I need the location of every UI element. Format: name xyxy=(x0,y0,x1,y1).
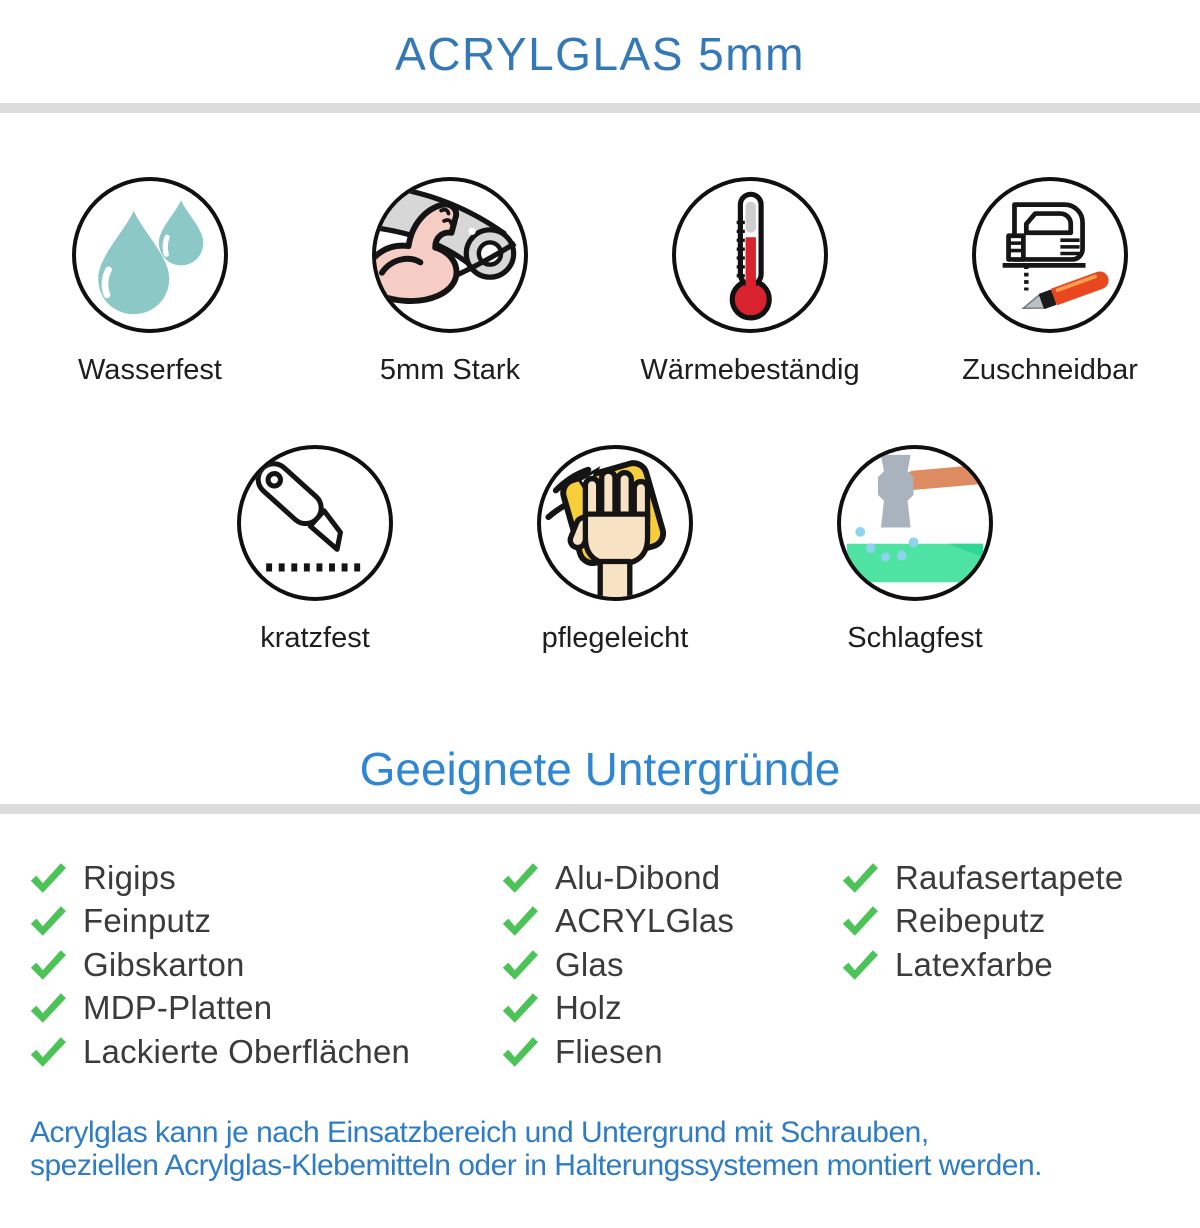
list-item xyxy=(28,899,500,943)
jigsaw-cutter-icon xyxy=(976,181,1124,329)
list-item-label: MDP-Platten xyxy=(83,989,273,1027)
feature-label: Schlagfest xyxy=(847,621,983,654)
list-item-label: Feinputz xyxy=(83,902,212,940)
feature-label: 5mm Stark xyxy=(379,353,521,386)
utility-knife-icon xyxy=(241,449,389,597)
check-icon xyxy=(500,992,540,1024)
check-icon xyxy=(500,949,540,981)
hammer-icon xyxy=(841,449,989,597)
feature-label: kratzfest xyxy=(260,621,370,654)
divider-top xyxy=(0,103,1200,113)
list-item xyxy=(28,987,500,1031)
check-icon xyxy=(28,1036,68,1068)
feature-label: pflegeleicht xyxy=(541,621,689,654)
list-item xyxy=(28,856,500,900)
list-item xyxy=(840,856,1123,900)
list-item-label: Gibskarton xyxy=(83,945,245,983)
feature-circle xyxy=(972,177,1128,333)
feature-row-2 xyxy=(0,445,1200,655)
list-item-label: Reibeputz xyxy=(895,902,1046,940)
feature-circle xyxy=(672,177,828,333)
list-item xyxy=(500,856,840,900)
list-item-label: Holz xyxy=(555,989,622,1027)
feature-circle xyxy=(537,445,693,601)
list-item-label: Alu-Dibond xyxy=(555,858,721,896)
check-icon xyxy=(840,949,880,981)
thermometer-icon xyxy=(676,181,824,329)
check-icon xyxy=(28,905,68,937)
feature-circle xyxy=(237,445,393,601)
list-item xyxy=(840,943,1123,987)
check-icon xyxy=(500,862,540,894)
surfaces-column-1 xyxy=(28,856,500,1074)
mounting-note-line-2: speziellen Acrylglas-Klebemitteln oder in Halterungssystemen montiert werden. xyxy=(30,1148,1042,1182)
list-item xyxy=(840,899,1123,943)
surfaces-column-2 xyxy=(500,856,840,1074)
list-item xyxy=(500,987,840,1031)
list-item-label: Rigips xyxy=(83,858,176,896)
surfaces-list xyxy=(0,856,1200,1074)
feature-label: Wasserfest xyxy=(78,353,222,386)
water-drops-icon xyxy=(76,181,224,329)
check-icon xyxy=(840,862,880,894)
cleaning-hand-icon xyxy=(541,449,689,597)
list-item-label: Latexfarbe xyxy=(895,945,1053,983)
mounting-note-line-1: Acrylglas kann je nach Einsatzbereich und Untergrund mit Schrauben, xyxy=(30,1115,929,1149)
check-icon xyxy=(500,905,540,937)
feature-easy-care xyxy=(465,445,765,655)
check-icon xyxy=(28,992,68,1024)
feature-scratch-proof xyxy=(165,445,465,655)
feature-label: Wärmebeständig xyxy=(640,353,860,386)
divider-middle xyxy=(0,804,1200,814)
check-icon xyxy=(500,1036,540,1068)
section-heading-surfaces: Geeignete Untergründe xyxy=(359,742,841,795)
feature-label: Zuschneidbar xyxy=(962,353,1138,386)
list-item xyxy=(500,1030,840,1074)
check-icon xyxy=(840,905,880,937)
feature-thickness xyxy=(300,177,600,387)
mounting-note xyxy=(0,1116,1200,1182)
list-item-label: Lackierte Oberflächen xyxy=(83,1032,411,1070)
feature-circle xyxy=(837,445,993,601)
list-item-label: Fliesen xyxy=(555,1032,663,1070)
page-title: ACRYLGLAS 5mm xyxy=(395,28,805,80)
feature-heat-resistant xyxy=(600,177,900,387)
check-icon xyxy=(28,949,68,981)
list-item xyxy=(28,943,500,987)
feature-row-1 xyxy=(0,177,1200,387)
feature-circle xyxy=(372,177,528,333)
surfaces-column-3 xyxy=(840,856,1123,1074)
list-item-label: Raufasertapete xyxy=(895,858,1124,896)
feature-waterproof xyxy=(0,177,300,387)
list-item-label: Glas xyxy=(555,945,624,983)
list-item xyxy=(28,1030,500,1074)
list-item xyxy=(500,899,840,943)
list-item xyxy=(500,943,840,987)
feature-cuttable xyxy=(900,177,1200,387)
feature-impact-proof xyxy=(765,445,1065,655)
check-icon xyxy=(28,862,68,894)
list-item-label: ACRYLGlas xyxy=(555,902,735,940)
muscle-arm-icon xyxy=(376,181,524,329)
feature-circle xyxy=(72,177,228,333)
